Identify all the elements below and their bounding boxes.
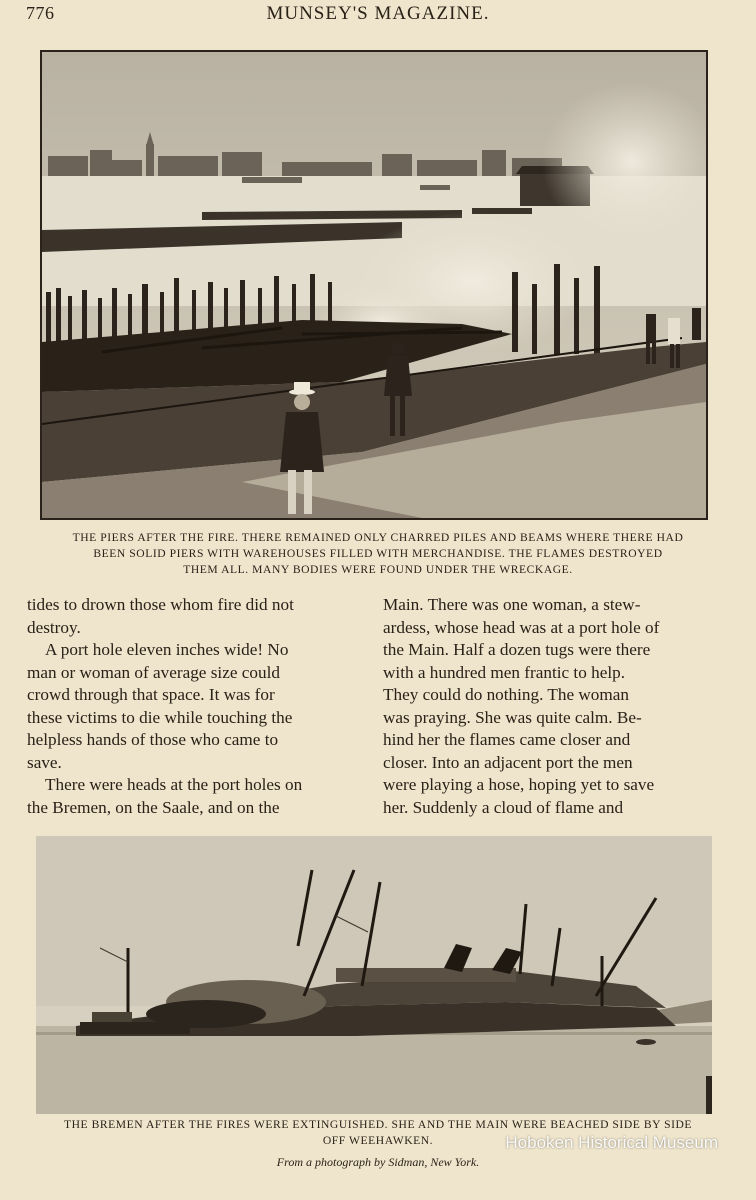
museum-watermark: Hoboken Historical Museum (505, 1133, 718, 1152)
bremen-caption-line: OFF WEEHAWKEN. (322, 1134, 434, 1147)
text-line: They could do nothing. The woman (383, 685, 629, 704)
text-line: her. Suddenly a cloud of flame and (383, 797, 624, 817)
text-line: destroy. (27, 617, 81, 637)
text-line: the Bremen, on the Saale, and on the (27, 797, 280, 817)
text-line: was praying. She was quite calm. Be- (383, 707, 642, 727)
bremen-illustration (36, 836, 712, 1114)
piers-caption (28, 530, 728, 578)
text-line: A port hole eleven inches wide! No (45, 640, 289, 659)
text-line: with a hundred men frantic to help. (383, 662, 625, 682)
text-line: man or woman of average size could (27, 662, 280, 682)
piers-caption-line: THE PIERS AFTER THE FIRE. THERE REMAINED ONLY CHARRED PILES AND BEAMS WHERE THERE HAD (72, 531, 684, 544)
text-line: the Main. Half a dozen tugs were there (383, 640, 651, 659)
piers-illustration (42, 52, 706, 518)
photo-credit: From a photograph by Sidman, New York. (276, 1155, 480, 1169)
piers-caption-line: THEM ALL. MANY BODIES WERE FOUND UNDER THE WRECKAGE. (183, 563, 573, 576)
text-line: crowd through that space. It was for (27, 685, 275, 704)
left-column (27, 594, 363, 819)
text-line: tides to drown those whom fire did not (27, 595, 294, 614)
running-title: MUNSEY'S MAGAZINE. (266, 3, 490, 24)
text-line: There were heads at the port holes on (45, 775, 303, 794)
page-number: 776 (26, 3, 55, 23)
piers-engraving (40, 50, 708, 520)
bremen-photograph (36, 836, 712, 1114)
text-line: save. (27, 752, 62, 772)
text-line: these victims to die while touching the (27, 707, 293, 727)
bremen-caption-line: THE BREMEN AFTER THE FIRES WERE EXTINGUISHED. SHE AND THE MAIN WERE BEACHED SIDE BY SIDE (63, 1118, 693, 1131)
text-line: ardess, whose head was at a port hole of (383, 617, 660, 637)
text-line: helpless hands of those who came to (27, 730, 279, 749)
text-line: closer. Into an adjacent port the men (383, 752, 633, 772)
piers-caption-line: BEEN SOLID PIERS WITH WAREHOUSES FILLED WITH MERCHANDISE. THE FLAMES DESTROYED (93, 547, 663, 560)
text-line: were playing a hose, hoping yet to save (383, 775, 655, 794)
text-line: hind her the flames came closer and (383, 730, 631, 749)
text-line: Main. There was one woman, a stew- (383, 595, 641, 614)
right-column (383, 594, 719, 819)
